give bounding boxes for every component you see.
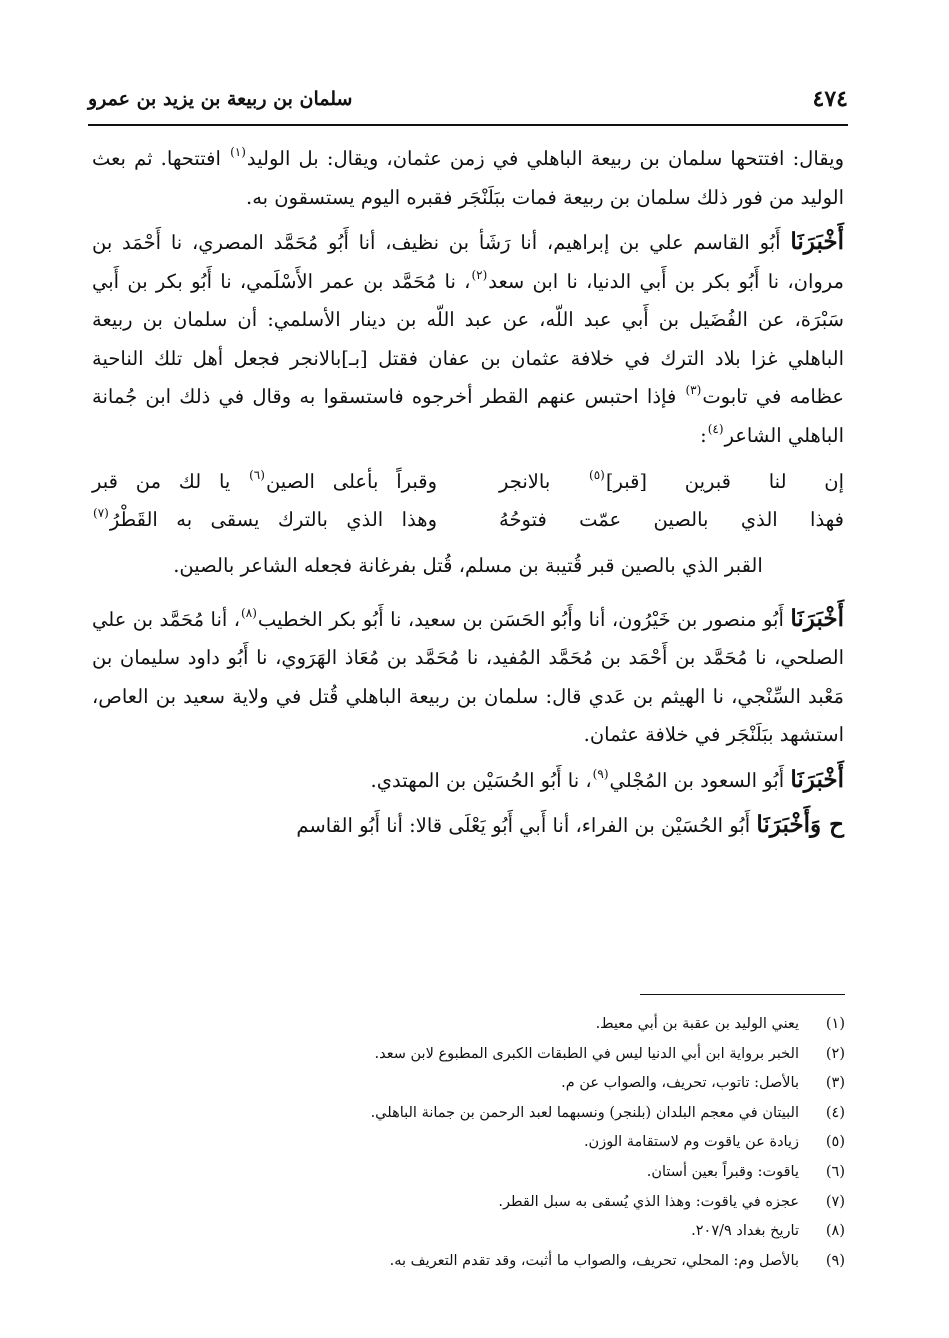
footnote-item	[125, 1188, 845, 1218]
footnote-ref-1[interactable]: (١)	[230, 145, 246, 159]
verse-1	[92, 463, 844, 501]
footnote-ref-5[interactable]: (٥)	[589, 468, 605, 482]
footnote-ref-7[interactable]: (٧)	[93, 506, 109, 520]
paragraph-4: أَخْبَرَنَا أَبُو السعود بن المُجْلي$^{(٩)}$، نا أَبُو الحُسَيْن بن المهتدي.	[370, 765, 844, 793]
footnote-number: (٧)	[825, 1193, 845, 1210]
paragraph-1: ويقال: افتتحها سلمان بن ربيعة الباهلي في زمن عثمان، ويقال: بل الوليد$^{(١)}$ افتتحها. ثم بعث الوليد من فور ذلك سلمان بن ربيعة فمات ببَلَنْجَر فقبره اليوم يستسقون به.	[92, 145, 844, 209]
chain-keyword: أَخْبَرَنَا	[790, 765, 844, 793]
footnote-text: البيتان في معجم البلدان (بلنجر) ونسبهما لعبد الرحمن بن جمانة الباهلي.	[370, 1104, 799, 1121]
footnote-number: (٤)	[825, 1104, 845, 1121]
editor-note: القبر الذي بالصين قبر قُتيبة بن مسلم، قُتل بفرغانة فجعله الشاعر بالصين.	[173, 554, 763, 577]
paragraph-2: أَخْبَرَنَا أَبُو القاسم علي بن إبراهيم، أنا رَشَأ بن نظيف، أنا أَبُو مُحَمَّد المصري، نا أَحْمَد بن مروان، نا أَبُو بكر بن أَبي الدنيا، نا ابن سعد$^{(٢)}$، نا مُحَمَّد بن عمر الأَسْلَمي، نا أَبُو بكر بن أَبي سَبْرَة، عن الفُضَيل بن أَبي عبد اللّه، عن عبد اللّه بن دينار الأسلمي: أن سلمان بن ربيعة الباهلي غزا بلاد الترك في خلافة عثمان بن عفان فقتل [بـ]بالانجر فجعل أهل تلك الناحية عظامه في تابوت$^{(٣)}$ فإذا احتبس عنهم القطر أخرجوه فاستسقوا به وقال في ذلك ابن جُمانة الباهلي الشاعر$^{(٤)}$:	[92, 228, 845, 447]
footnote-text: زيادة عن ياقوت وم لاستقامة الوزن.	[583, 1134, 799, 1151]
running-title: سلمان بن ربيعة بن يزيد بن عمرو	[88, 88, 353, 110]
footnote-ref-2[interactable]: (٢)	[471, 267, 488, 282]
poem	[92, 463, 844, 539]
footnote-text: عجزه في ياقوت: وهذا الذي يُسقى به سبل القطر.	[498, 1193, 799, 1210]
chain-keyword: أَخْبَرَنَا	[790, 228, 844, 255]
footnote-number: (٦)	[825, 1163, 845, 1180]
footnote-item	[125, 1217, 845, 1247]
footnote-ref-9[interactable]: (٩)	[592, 766, 609, 781]
footnote-item	[125, 1010, 845, 1040]
footnote-item	[125, 1099, 845, 1129]
footnote-text: يعني الوليد بن عقبة بن أبي معيط.	[595, 1016, 799, 1032]
footnote-number: (٢)	[825, 1045, 845, 1062]
footnote-item	[125, 1128, 845, 1158]
footnote-text: بالأصل وم: المحلي، تحريف، والصواب ما أثبت، وقد تقدم التعريف به.	[389, 1252, 799, 1269]
page-header	[88, 86, 848, 118]
footnote-ref-6[interactable]: (٦)	[249, 468, 265, 482]
footnote-item	[125, 1158, 845, 1188]
footnote-text: بالأصل: تاتوب، تحريف، والصواب عن م.	[561, 1075, 799, 1092]
page-number: ٤٧٤	[812, 86, 848, 112]
footnote-separator	[640, 994, 845, 995]
footnote-ref-4[interactable]: (٤)	[707, 421, 724, 436]
verse-2-first-hemistich: فهذا الذي بالصين عمّت فتوحُهُ	[499, 508, 844, 531]
footnote-text: ياقوت: وقبراً بعين أستان.	[646, 1163, 799, 1180]
footnote-number: (٣)	[825, 1075, 845, 1092]
footnote-item	[125, 1247, 845, 1277]
paragraph-3: أَخْبَرَنَا أَبُو منصور بن خَيْرُون، أنا وأَبُو الحَسَن بن سعيد، نا أَبُو بكر الخطيب$^{(٨)}$، أنا مُحَمَّد بن علي الصلحي، نا مُحَمَّد بن أَحْمَد بن مُحَمَّد المُفيد، نا مُحَمَّد بن مُعَاذ الهَرَوي، نا أَبُو داود سليمان بن مَعْبد السِّنْجي، نا الهيثم بن عَدي قال: سلمان بن ربيعة الباهلي قُتل في ولاية سعيد بن العاص، استشهد ببَلَنْجَر في خلافة عثمان.	[92, 604, 845, 746]
footnote-ref-8[interactable]: (٨)	[241, 605, 257, 620]
header-rule	[88, 124, 848, 126]
chain-keyword: أَخْبَرَنَا	[790, 604, 845, 632]
paragraph-5: ح وَأَخْبَرَنَا أَبُو الحُسَيْن بن الفراء، أنا أَبي أَبُو يَعْلَى قالا: أنا أَبُو القاسم	[296, 811, 844, 838]
footnote-ref-3[interactable]: (٣)	[685, 383, 702, 397]
footnote-number: (١)	[825, 1016, 845, 1032]
verse-2	[92, 501, 844, 539]
footnote-item	[125, 1069, 845, 1099]
verse-2-second-hemistich: وهذا الذي بالترك يسقى به القَطْرُ$^{(٧)}$	[93, 506, 437, 531]
footnotes	[125, 1010, 845, 1276]
footnote-text: تاريخ بغداد ٢٠٧/٩.	[691, 1223, 799, 1240]
footnote-text: الخبر برواية ابن أبي الدنيا ليس في الطبقات الكبرى المطبوع لابن سعد.	[374, 1045, 799, 1062]
footnote-item	[125, 1040, 845, 1070]
body-text	[92, 140, 844, 852]
footnote-number: (٨)	[825, 1223, 845, 1240]
verse-1-first-hemistich: إن لنا قبرين [قبر]$^{(٥)}$ بالانجر	[499, 468, 844, 493]
chain-keyword: ح وَأَخْبَرَنَا	[756, 811, 844, 838]
footnote-number: (٩)	[825, 1252, 845, 1269]
verse-1-second-hemistich: وقبراً بأعلى الصين$^{(٦)}$ يا لك من قبر	[92, 468, 437, 493]
footnote-number: (٥)	[825, 1134, 845, 1151]
